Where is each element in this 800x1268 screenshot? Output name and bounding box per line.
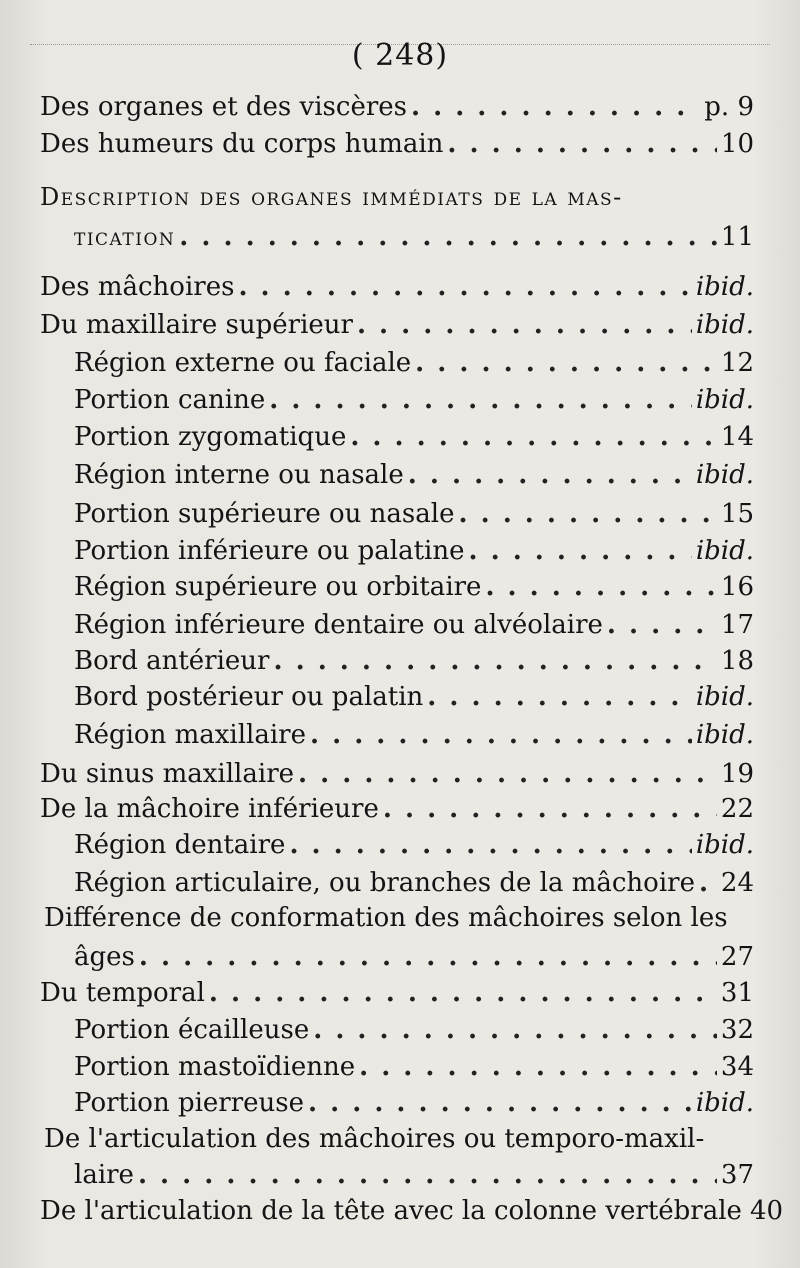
toc-entry [74,534,754,568]
toc-entry [40,1194,784,1228]
toc-entry-page: 19 [720,759,754,789]
toc-entry-title: Portion canine [74,385,266,415]
toc-entry-page: 31 [720,978,754,1008]
dot-leader [289,828,691,862]
dot-leader [209,976,717,1010]
dot-leader [458,497,716,531]
toc-entry [74,866,754,900]
toc-entry-title: Portion supérieure ou nasale [74,499,455,529]
toc-entry-title: Région dentaire [74,830,286,860]
dot-leader [447,127,717,161]
toc-entry-page: 14 [720,422,754,452]
toc-entry-title-continued: laire [74,1160,134,1190]
toc-entry-page: ibid. [695,1088,754,1118]
toc-entry-title: Région inférieure dentaire ou alvéolaire [74,610,603,640]
toc-entry-page: ibid. [695,385,754,415]
toc-entry-title: De la mâchoire inférieure [40,794,379,824]
toc-entry-page: ibid. [695,460,754,490]
toc-entry-page: 37 [720,1160,754,1190]
dot-leader [359,1050,717,1084]
dot-leader [485,570,716,604]
toc-entry-page: ibid. [695,310,754,340]
toc-entry-page: ibid. [695,682,754,712]
toc-entry-page: ibid. [695,830,754,860]
toc-entry [74,1013,754,1047]
toc-entry-title: Portion mastoïdienne [74,1052,356,1082]
toc-entry-title: Portion inférieure ou palatine [74,536,465,566]
toc-entry [40,757,754,791]
toc-entry-title: Bord postérieur ou palatin [74,682,424,712]
toc-entry-page: 12 [720,348,754,378]
toc-entry-line1 [44,901,726,935]
toc-entry [74,420,754,454]
toc-entry-title: Description des organes immédiats de la mas- [40,183,623,211]
dot-leader [350,420,717,454]
toc-entry-title-continued: âges [74,942,135,972]
toc-entry-page: ibid. [695,272,754,302]
dot-leader [273,644,716,678]
toc-entry-page: 40 [749,1196,784,1226]
toc-entry [74,458,754,492]
dot-leader [179,220,717,254]
toc-entry [40,976,754,1010]
toc-entry [74,828,754,862]
dot-leader [411,90,700,124]
toc-entry-title: Portion écailleuse [74,1015,310,1045]
dot-leader [469,534,692,568]
dot-leader [310,718,692,752]
toc-entry-title: Portion pierreuse [74,1088,305,1118]
dot-leader [415,346,717,380]
toc-entry-page: 27 [720,942,754,972]
toc-entry-title: Différence de conformation des mâchoires selon les [44,903,728,933]
dot-leader [269,383,692,417]
toc-entry-page: ibid. [695,720,754,750]
toc-entry-page: 24 [720,868,754,898]
toc-entry-title: De l'articulation de la tête avec la colonne vertébrale [40,1196,742,1226]
toc-entry-page: 15 [720,499,754,529]
dot-leader [138,1158,717,1192]
toc-entry-title: Région supérieure ou orbitaire [74,572,482,602]
toc-entry-title: Du sinus maxillaire [40,759,295,789]
toc-entry-page: 16 [720,572,754,602]
toc-entry [74,570,754,604]
toc-entry-title: Région articulaire, ou branches de la mâchoire [74,868,695,898]
dot-leader [607,608,717,642]
toc-entry-page: 32 [720,1015,754,1045]
toc-entry [40,90,754,124]
toc-entry-title: Région maxillaire [74,720,306,750]
toc-entry-page: ibid. [695,536,754,566]
toc-entry [74,608,754,642]
toc-entry [74,220,754,254]
dot-leader [408,458,692,492]
toc-entry [74,346,754,380]
toc-entry-title: Portion zygomatique [74,422,347,452]
toc-entry-title: Région externe ou faciale [74,348,412,378]
toc-entry-title: Des organes et des viscères [40,92,407,122]
toc-entry-title: Des mâchoires [40,272,235,302]
toc-entry-page: 22 [720,794,754,824]
toc-entry [74,680,754,714]
toc-entry-title-continued: tication [74,223,176,251]
toc-entry [40,127,754,161]
dot-leader [357,308,692,342]
toc-entry-line1 [44,1122,750,1156]
dot-leader [427,680,692,714]
toc-entry-title: De l'articulation des mâchoires ou temporo-maxil- [44,1124,705,1154]
dot-leader [383,792,717,826]
dot-leader [313,1013,717,1047]
toc-entry-title: Région interne ou nasale [74,460,404,490]
toc-entry [40,308,754,342]
toc-entry [74,940,754,974]
toc-entry [74,497,754,531]
toc-entry-title: Des humeurs du corps humain [40,129,444,159]
toc-entry [74,1158,754,1192]
dot-leader [298,757,717,791]
toc-entry-title: Du temporal [40,978,205,1008]
toc-entry [74,1086,754,1120]
dot-leader [699,866,717,900]
toc-entry-page: 18 [720,646,754,676]
toc-entry-page: 10 [720,129,754,159]
toc-entry [74,1050,754,1084]
toc-entry [40,792,754,826]
dot-leader [308,1086,692,1120]
toc-entry-page: 17 [720,610,754,640]
dot-leader [139,940,717,974]
toc-entry [74,383,754,417]
toc-entry-title: Bord antérieur [74,646,270,676]
toc-entry-line1 [40,180,700,214]
dot-leader [238,270,691,304]
toc-entry-page: p. 9 [704,92,754,122]
toc-entry [40,270,754,304]
toc-entry-page: 11 [720,222,754,252]
toc-entry [74,718,754,752]
toc-entry-page: 34 [720,1052,754,1082]
toc-entry-title: Du maxillaire supérieur [40,310,353,340]
page-number: ( 248) [351,38,449,73]
toc-entry [74,644,754,678]
